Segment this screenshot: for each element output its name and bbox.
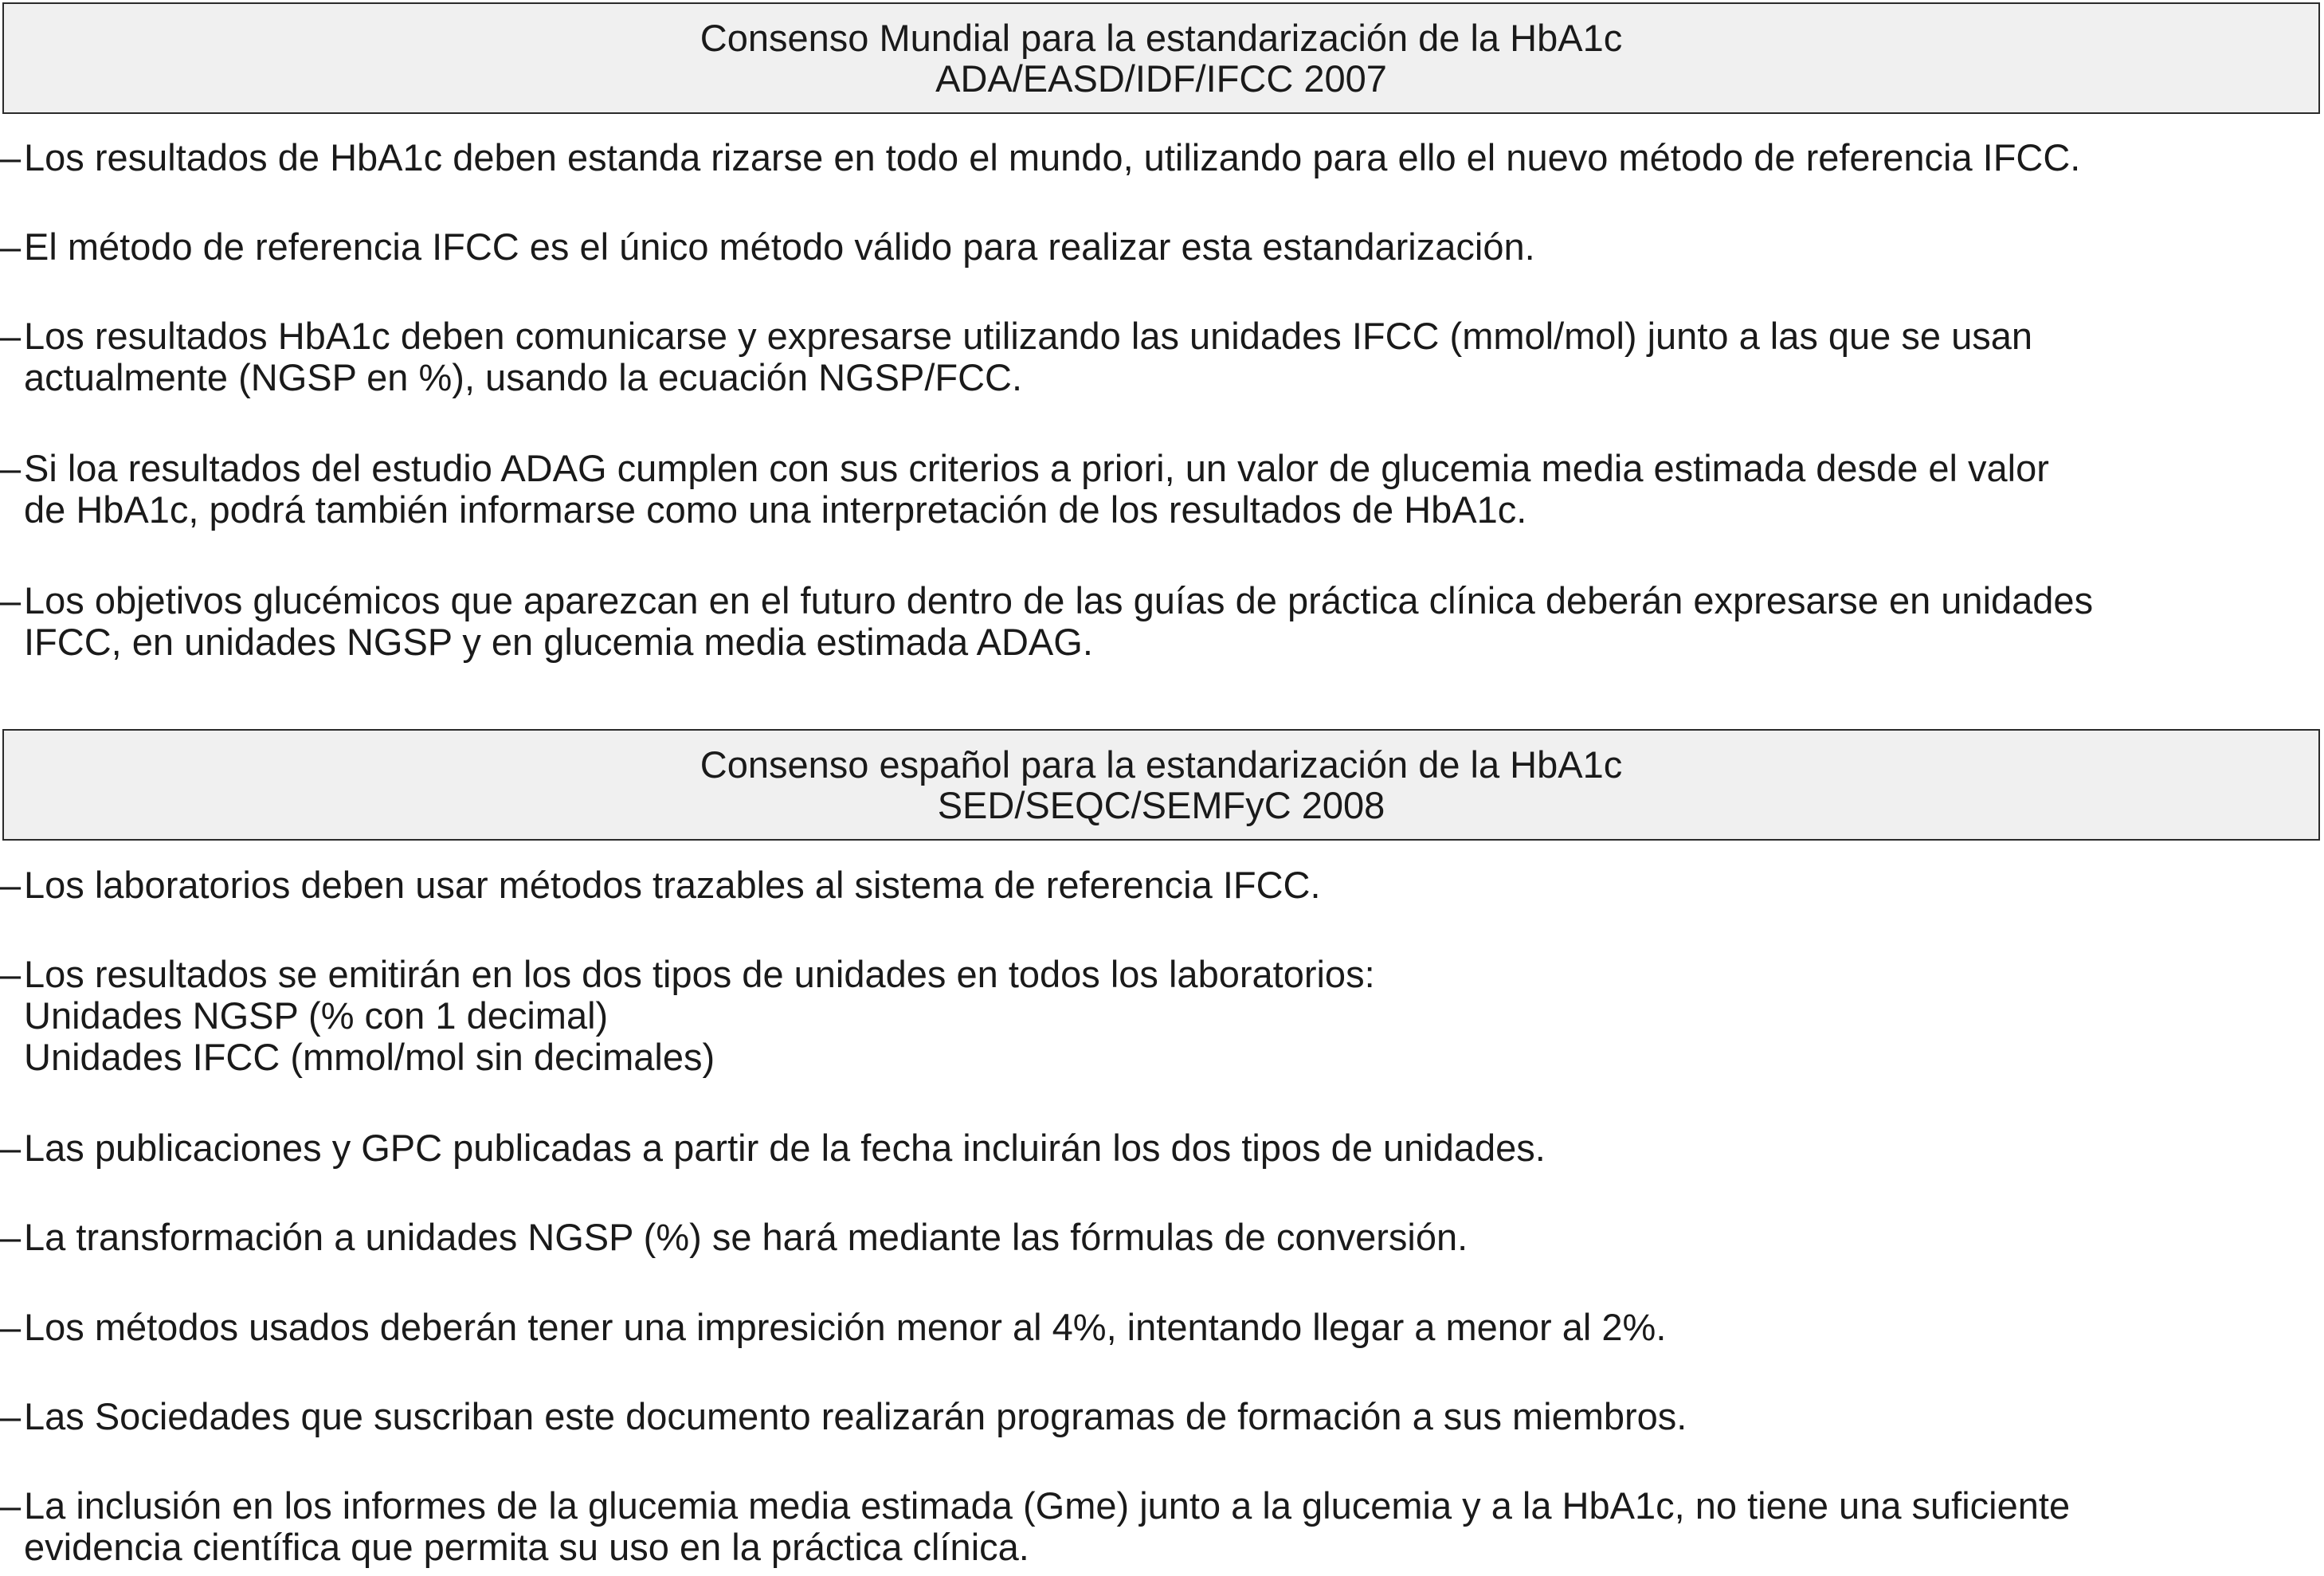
- item-text: Las publicaciones y GPC publicadas a partir de la fecha incluirán los dos tipos de unidades.: [24, 1127, 1546, 1169]
- item-text-continued: de HbA1c, podrá también informarse como una interpretación de los resultados de HbA1c.: [24, 488, 1527, 531]
- item-text-continued: actualmente (NGSP en %), usando la ecuación NGSP/FCC.: [24, 356, 1023, 398]
- section1-title-line2: ADA/EASD/IDF/IFCC 2007: [935, 57, 1387, 100]
- section1-title-line1: Consenso Mundial para la estandarización de la HbA1c: [700, 17, 1623, 59]
- section1-header-box: [2, 2, 2320, 114]
- section2-item: [0, 954, 2310, 1078]
- section1-item: [0, 580, 2310, 663]
- item-text: El método de referencia IFCC es el único método válido para realizar esta estandarización.: [24, 225, 1535, 268]
- section1-item: [0, 448, 2310, 531]
- item-dash: –: [0, 579, 22, 621]
- item-dash: –: [0, 315, 22, 357]
- section1-item: [0, 137, 2310, 178]
- section2-title-line2: SED/SEQC/SEMFyC 2008: [937, 784, 1385, 826]
- item-dash: –: [0, 1395, 22, 1437]
- section2-item: [0, 1307, 2310, 1348]
- section1-item: [0, 226, 2310, 268]
- item-text: Si loa resultados del estudio ADAG cumplen con sus criterios a priori, un valor de glucemia media estimada desde el valor: [24, 447, 2049, 489]
- section2-header-box: [2, 729, 2320, 841]
- item-text: Los resultados HbA1c deben comunicarse y expresarse utilizando las unidades IFCC (mmol/mol) junto a las que se usan: [24, 315, 2032, 357]
- item-text: La transformación a unidades NGSP (%) se hará mediante las fórmulas de conversión.: [24, 1216, 1468, 1258]
- item-text: Los métodos usados deberán tener una impresición menor al 4%, intentando llegar a menor al 2%.: [24, 1306, 1667, 1348]
- section1-item: [0, 316, 2310, 398]
- item-dash: –: [0, 1306, 22, 1348]
- section2-item: [0, 864, 2310, 906]
- item-dash: –: [0, 447, 22, 489]
- item-dash: –: [0, 1127, 22, 1169]
- section2-item: [0, 1127, 2310, 1169]
- item-dash: –: [0, 225, 22, 268]
- item-dash: –: [0, 1216, 22, 1258]
- section2-item: [0, 1217, 2310, 1258]
- item-text: Los resultados de HbA1c deben estanda rizarse en todo el mundo, utilizando para ello el nuevo método de referencia IFCC.: [24, 136, 2081, 178]
- item-text: La inclusión en los informes de la glucemia media estimada (Gme) junto a la glucemia y a la HbA1c, no tiene una suficiente: [24, 1484, 2071, 1527]
- item-dash: –: [0, 1484, 22, 1527]
- item-text-continued: Unidades NGSP (% con 1 decimal): [24, 994, 609, 1037]
- section2-title-line1: Consenso español para la estandarización de la HbA1c: [700, 743, 1623, 786]
- section2-item: [0, 1396, 2310, 1437]
- item-dash: –: [0, 864, 22, 906]
- item-text: Los objetivos glucémicos que aparezcan en el futuro dentro de las guías de práctica clínica deberán expresarse en unidades: [24, 579, 2094, 621]
- item-text: Los resultados se emitirán en los dos tipos de unidades en todos los laboratorios:: [24, 953, 1375, 995]
- item-dash: –: [0, 136, 22, 178]
- item-text: Las Sociedades que suscriban este documento realizarán programas de formación a sus miembros.: [24, 1395, 1687, 1437]
- item-text-continued: evidencia científica que permita su uso en la práctica clínica.: [24, 1526, 1029, 1568]
- section2-item: [0, 1485, 2310, 1568]
- item-text-continued: IFCC, en unidades NGSP y en glucemia media estimada ADAG.: [24, 621, 1093, 663]
- item-dash: –: [0, 953, 22, 995]
- item-text: Los laboratorios deben usar métodos trazables al sistema de referencia IFCC.: [24, 864, 1321, 906]
- item-text-continued: Unidades IFCC (mmol/mol sin decimales): [24, 1036, 715, 1078]
